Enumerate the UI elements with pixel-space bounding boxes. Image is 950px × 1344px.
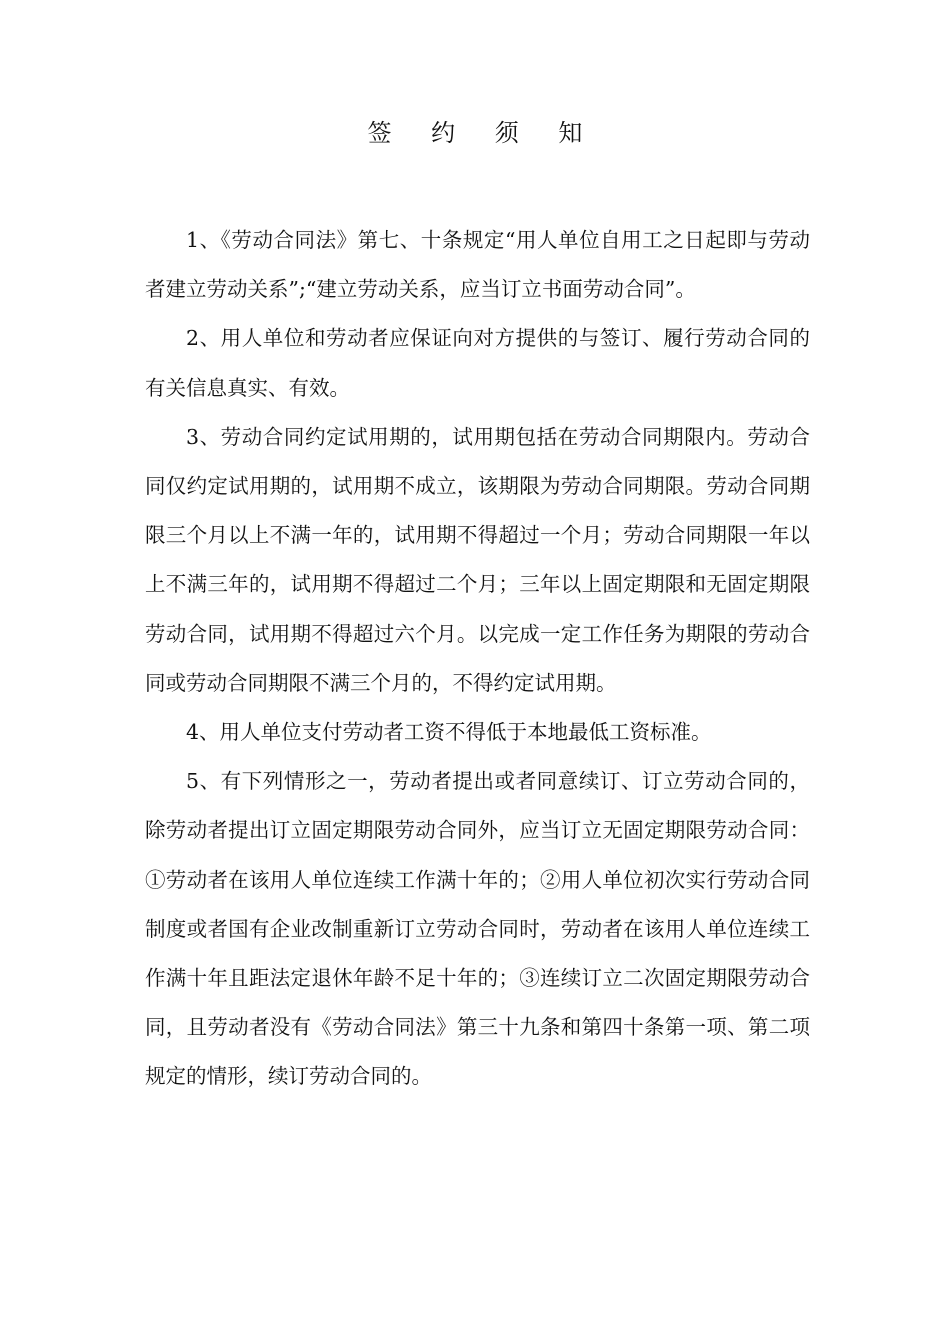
document-body <box>145 216 810 1102</box>
paragraph-5: 5、有下列情形之一，劳动者提出或者同意续订、订立劳动合同的，除劳动者提出订立固定期限劳动合同外，应当订立无固定期限劳动合同：①劳动者在该用人单位连续工作满十年的；②用人单位初次实行劳动合同制度或者国有企业改制重新订立劳动合同时，劳动者在该用人单位连续工作满十年且距法定退休年龄不足十年的；③连续订立二次固定期限劳动合同，且劳动者没有《劳动合同法》第三十九条和第四十条第一项、第二项规定的情形，续订劳动合同的。 <box>145 769 810 1089</box>
paragraph-2: 2、用人单位和劳动者应保证向对方提供的与签订、履行劳动合同的有关信息真实、有效。 <box>145 326 810 400</box>
paragraph-1: 1、《劳动合同法》第七、十条规定“用人单位自用工之日起即与劳动者建立劳动关系”;“建立劳动关系，应当订立书面劳动合同”。 <box>145 228 810 302</box>
paragraph-4: 4、用人单位支付劳动者工资不得低于本地最低工资标准。 <box>186 720 712 745</box>
document-title: 签 约 须 知 <box>367 119 599 147</box>
paragraph-3: 3、劳动合同约定试用期的，试用期包括在劳动合同期限内。劳动合同仅约定试用期的，试用期不成立，该期限为劳动合同期限。劳动合同期限三个月以上不满一年的，试用期不得超过一个月；劳动合同期限一年以上不满三年的，试用期不得超过二个月；三年以上固定期限和无固定期限劳动合同，试用期不得超过六个月。以完成一定工作任务为期限的劳动合同或劳动合同期限不满三个月的，不得约定试用期。 <box>145 424 810 695</box>
